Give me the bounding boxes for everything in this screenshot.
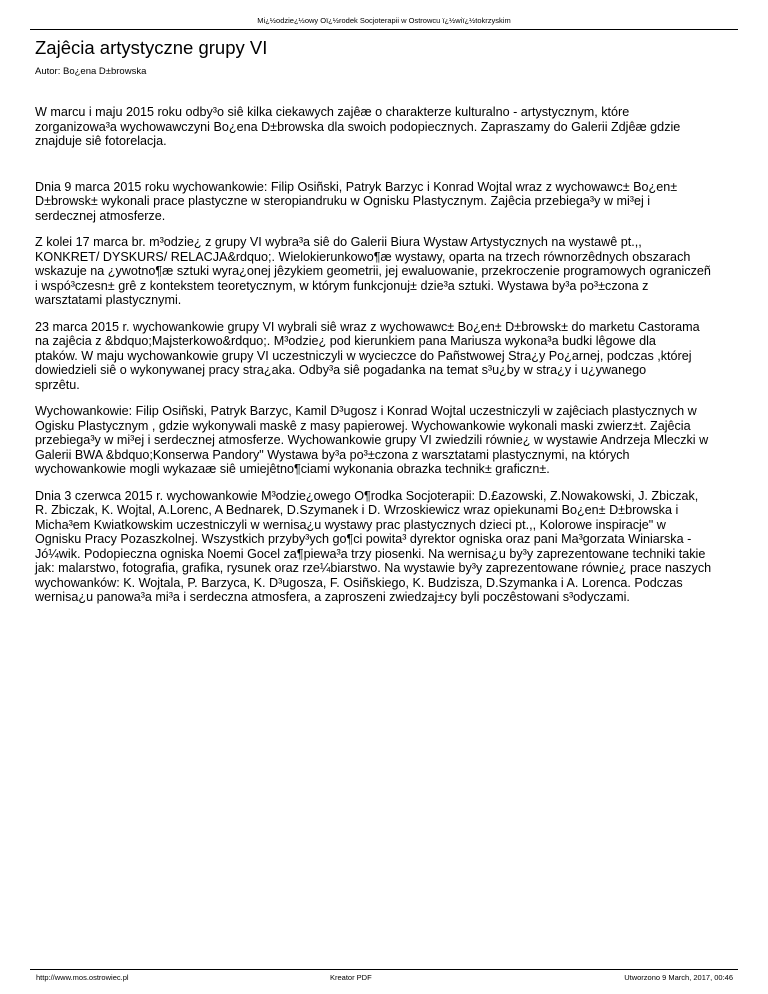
article-author: Autor: Bo¿ena D±browska xyxy=(35,66,147,77)
footer-divider xyxy=(30,969,738,970)
site-name: Mi¿½odzie¿½owy Oï¿½rodek Socjoterapii w Ostrowcu ï¿½wiï¿½tokrzyskim xyxy=(257,16,511,25)
header-divider xyxy=(30,29,738,30)
article-paragraph: 23 marca 2015 r. wychowankowie grupy VI wybrali siê wraz z wychowawc± Bo¿en± D±browsk± do marketu Castorama na zajêcia z &bdquo;Majsterkowo&rdquo;. M³odzie¿ pod kierunkiem pana Mariusza wykona³a budki lêgowe dla ptaków. W maju wychowankowie grupy VI uczestniczyli w wycieczce do Pañstwowej Stra¿y Po¿arnej, podczas ,której dowiedzieli siê o wykonywanej pracy stra¿aka. Odby³a siê pogadanka na temat s³u¿by w stra¿y i u¿ywanego sprzêtu. xyxy=(35,319,700,392)
page-header xyxy=(0,16,768,26)
footer-created-date: Utworzono 9 March, 2017, 00:46 xyxy=(624,973,733,982)
article-paragraph: Wychowankowie: Filip Osiñski, Patryk Barzyc, Kamil D³ugosz i Konrad Wojtal uczestniczyli w zajêciach plastycznych w Ogisku Plastycznym , gdzie wykonywali maskê z masy papierowej. Wychowankowie wykonali maski zwierz±t. Zajêcia przebiega³y w mi³ej i serdecznej atmosferze. Wychowankowie grupy VI zwiedzili równie¿ w wystawie Andrzeja Mleczki w Galerii BWA &bdquo;Konserwa Pandory" Wystawa by³a po³±czona z warsztatami plastycznymi, na których wychowankowie mogli wykazaæ siê umiejêtno¶ciami wykonania obrazka technik± graficzn±. xyxy=(35,404,709,476)
article-paragraph: W marcu i maju 2015 roku odby³o siê kilka ciekawych zajêæ o charakterze kulturalno - artystycznym, które zorganizowa³a wychowawczyni Bo¿ena D±browska dla swoich podopiecznych. Zapraszamy do Galerii Zdjêæ gdzie znajduje siê fotorelacja. xyxy=(35,105,681,148)
article-paragraph: Dnia 3 czerwca 2015 r. wychowankowie M³odzie¿owego O¶rodka Socjoterapii: D.£azowski, Z.Nowakowski, J. Zbiczak, R. Zbiczak, K. Wojtal, A.Lorenc, A Bednarek, D.Szymanek i D. Wrzoskiewicz wraz opiekunami Bo¿en± D±browska i Micha³em Kwiatkowskim uczestniczyli w wernisa¿u wystawy prac plastycznych dzieci pt.,, Kolorowe inspiracje" w Ognisku Pracy Pozaszkolnej. Wszystkich przyby³ych go¶ci powita³ dyrektor ogniska oraz pani Ma³gorzata Winiarska - Jó¼wik. Podopieczna ogniska Noemi Gocel za¶piewa³a trzy piosenki. Na wernisa¿u by³y zaprezentowane techniki takie jak: malarstwo, fotografia, grafika, rysunek oraz rze¼biarstwo. Na wystawie by³y zaprezentowane równie¿ prace naszych wychowanków: K. Wojtala, P. Barzyca, K. D³ugosza, F. Osiñskiego, K. Budzisza, D.Szymanka i A. Lorenca. Podczas wernisa¿u panowa³a mi³a i serdeczna atmosfera, a zaproszeni zwiedzaj±cy byli poczêstowani s³odyczami. xyxy=(35,488,712,604)
article-title: Zajêcia artystyczne grupy VI xyxy=(35,37,268,58)
article xyxy=(35,36,735,605)
footer-url: http://www.mos.ostrowiec.pl xyxy=(36,973,129,982)
article-paragraph: Z kolei 17 marca br. m³odzie¿ z grupy VI wybra³a siê do Galerii Biura Wystaw Artystycznych na wystawê pt.,, KONKRET/ DYSKURS/ RELACJA&rdquo;. Wielokierunkowo¶æ wystawy, oparta na trzech równorzêdnych obszarach wskazuje na ¿ywotno¶æ sztuki wyra¿onej jêzykiem geometrii, jej ewaluowanie, przekroczenie programowych ograniczeñ i wspó³czesn± grê z kontekstem teoretycznym, w którym funkcjonuj± dzie³a sztuki. Wystawa by³a po³±czona z warsztatami plastycznymi. xyxy=(35,235,711,307)
footer-creator: Kreator PDF xyxy=(330,973,372,982)
article-paragraph: Dnia 9 marca 2015 roku wychowankowie: Filip Osiñski, Patryk Barzyc i Konrad Wojtal wraz z wychowawc± Bo¿en± D±browsk± wykonali prace plastyczne w steropiandruku w Ognisku Plastycznym. Zajêcia przebiega³y w mi³ej i serdecznej atmosferze. xyxy=(35,179,678,223)
